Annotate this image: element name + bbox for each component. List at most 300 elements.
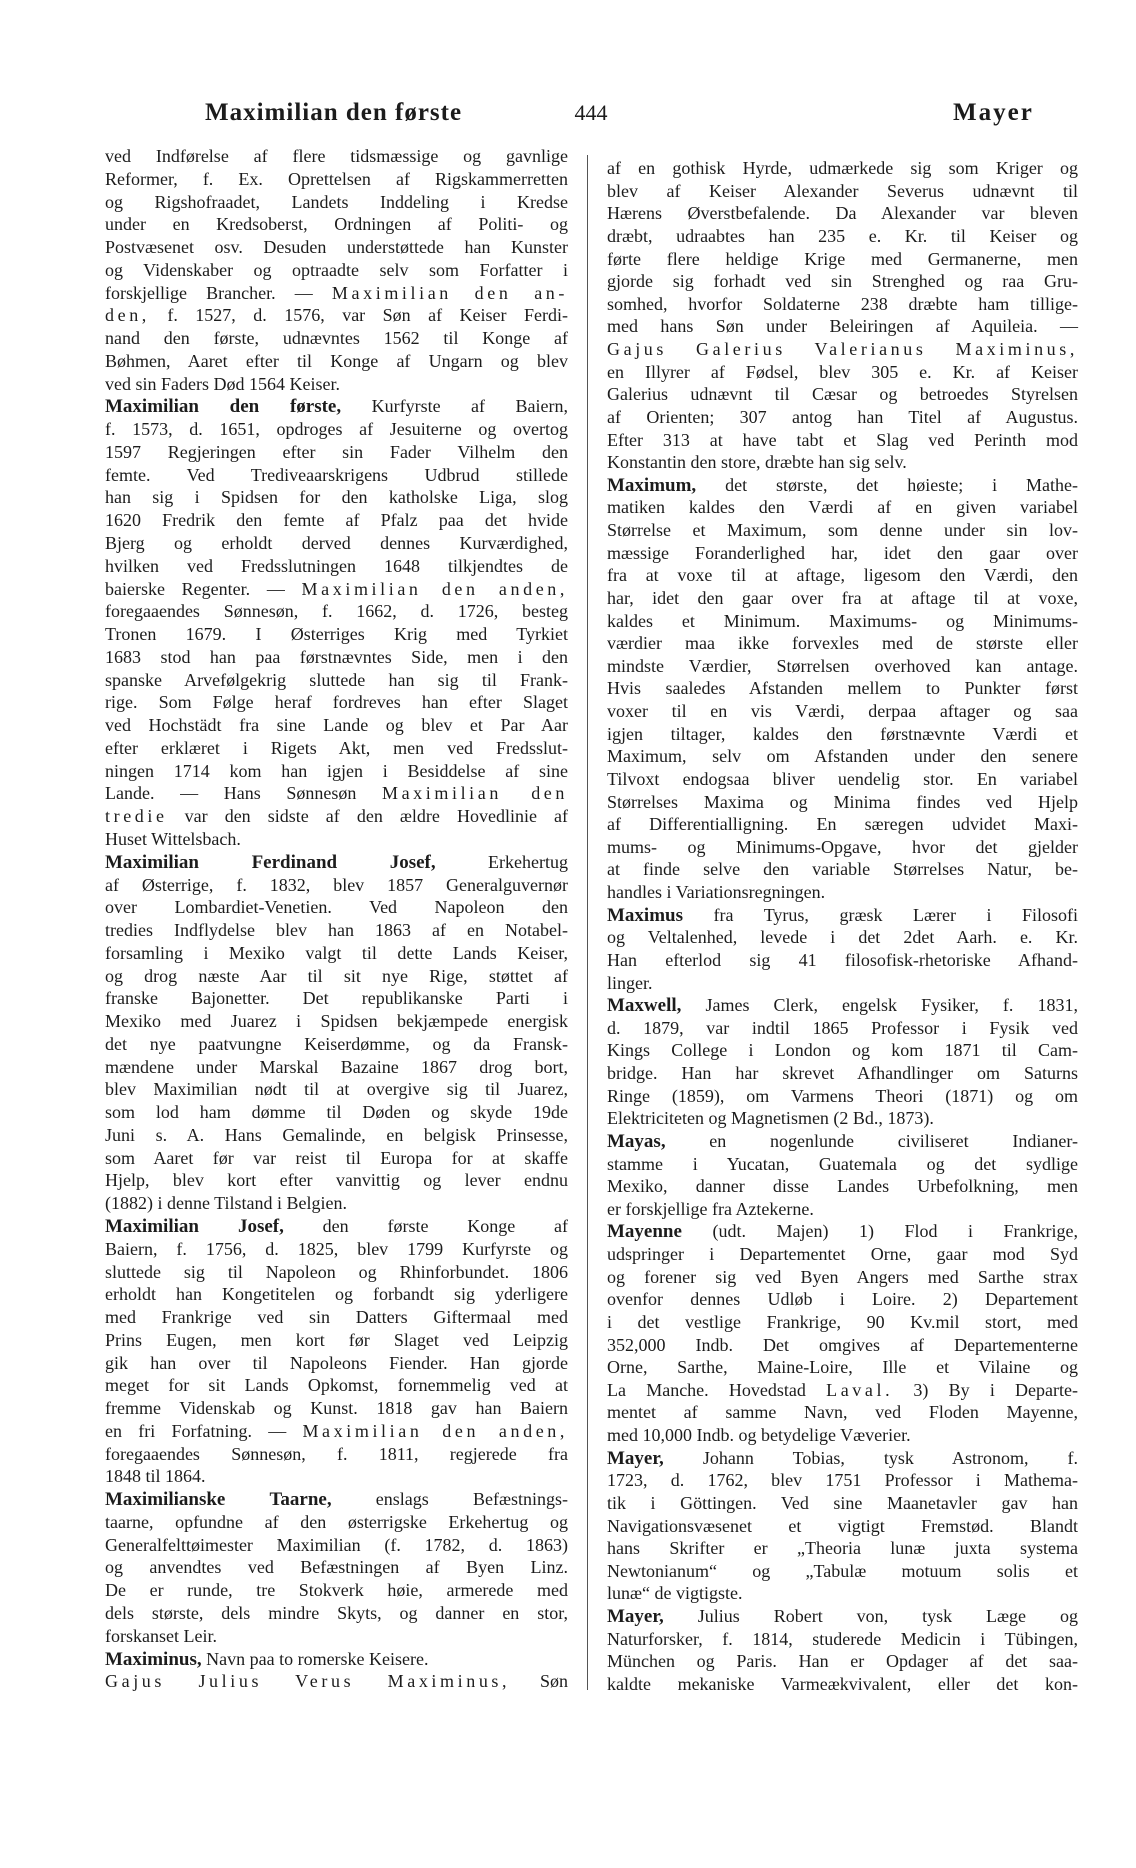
text-run: nand den første, udnævntes 1562 til Konge af xyxy=(105,328,568,349)
text-line xyxy=(607,994,1078,1017)
entry xyxy=(607,474,1078,904)
text-run: dræbt, udraabtes han 235 e. Kr. til Keiser og xyxy=(607,225,1078,246)
text-line xyxy=(607,700,1078,723)
text-line xyxy=(105,1056,568,1079)
text-run: kaldte mekaniske Varmeækvivalent, eller det kon- xyxy=(607,1673,1078,1694)
text-line xyxy=(607,406,1078,429)
text-run: bridge. Han har skrevet Afhandlinger om Saturns xyxy=(607,1063,1078,1083)
text-line xyxy=(105,623,568,646)
text-line xyxy=(105,395,568,418)
text-run: Reformer, f. Ex. Oprettelsen af Rigskammerretten xyxy=(105,168,568,189)
text-line xyxy=(607,383,1078,406)
text-run: De er runde, tre Stokverk høie, armerede med xyxy=(105,1580,568,1601)
text-run: Mexiko, danner disse Landes Urbefolkning, men xyxy=(607,1176,1078,1197)
text-run: Hjelp, blev kort efter vanvittig og lever endnu xyxy=(105,1170,568,1191)
text-line xyxy=(105,350,568,373)
text-run: ved Indførelse af flere tidsmæssige og gavnlige xyxy=(105,146,568,166)
text-line xyxy=(607,248,1078,271)
text-line xyxy=(105,1670,568,1693)
text-run: Baiern, f. 1756, d. 1825, blev 1799 Kurfyrste og xyxy=(105,1238,568,1259)
text-run: Juni s. A. Hans Gemalinde, en belgisk Prinsesse, xyxy=(105,1124,568,1145)
text-line xyxy=(105,168,568,191)
text-line xyxy=(607,926,1078,949)
text-line xyxy=(607,225,1078,248)
text-run: Naturforsker, f. 1814, studerede Medicin i Tübingen, xyxy=(607,1628,1078,1649)
text-run: ved sin Faders Død 1564 Keiser. xyxy=(105,373,340,394)
text-line xyxy=(607,1379,1078,1402)
text-run: dels største, dels mindre Skyts, og danner en stor, xyxy=(105,1603,568,1623)
text-line xyxy=(105,1648,568,1671)
right-column xyxy=(607,157,1078,1696)
text-line xyxy=(105,646,568,669)
text-line xyxy=(105,145,568,168)
text-run: Søn xyxy=(510,1671,569,1692)
text-run: 3) By i Departe- xyxy=(893,1379,1078,1400)
text-run: i det vestlige Frankrige, 90 Kv.mil stort, med xyxy=(607,1311,1078,1332)
text-line xyxy=(105,1602,568,1625)
text-line xyxy=(105,1488,568,1511)
text-line xyxy=(607,1424,1078,1447)
text-run: tik i Göttingen. Ved sine Maanetavler gav han xyxy=(607,1492,1078,1513)
text-line xyxy=(105,259,568,282)
text-line xyxy=(607,429,1078,452)
text-run: værdier maa ikke forvexles med de største eller xyxy=(607,633,1078,654)
text-line xyxy=(105,327,568,350)
entry xyxy=(105,851,568,1215)
text-line xyxy=(105,282,568,305)
text-run: Tilvoxt endogsaa bliver uendelig stor. En variabel xyxy=(607,768,1078,789)
text-run: f. 1573, d. 1651, opdroges af Jesuiterne og overtog xyxy=(105,419,568,440)
text-run: gik han over til Napoleons Fiender. Han gjorde xyxy=(105,1352,568,1373)
text-run: over Lombardiet-Venetien. Ved Napoleon den xyxy=(105,897,568,918)
text-line xyxy=(105,213,568,236)
text-run: og anvendtes ved Befæstningen af Byen Linz. xyxy=(105,1557,568,1578)
text-run: som Aaret før var reist til Europa for at skaffe xyxy=(105,1147,568,1168)
text-run: 1848 til 1864. xyxy=(105,1466,206,1487)
page-number: 444 xyxy=(574,100,608,125)
text-line xyxy=(607,610,1078,633)
text-line xyxy=(105,1147,568,1170)
text-run: enslags Befæstnings- xyxy=(331,1489,568,1510)
text-line xyxy=(607,632,1078,655)
text-line xyxy=(105,1215,568,1238)
text-run: Julius Robert von, tysk Læge og xyxy=(663,1606,1078,1626)
spaced-text: Gajus Galerius Valerianus Maximinus, xyxy=(607,339,1078,359)
text-line xyxy=(607,157,1078,180)
text-line xyxy=(105,1511,568,1534)
text-run: Bjerg og erholdt derved dennes Kurværdighed, xyxy=(105,533,568,554)
running-head-left: Maximilian den første xyxy=(205,99,463,126)
text-line xyxy=(607,451,1078,474)
text-run: baierske Regenter. — xyxy=(105,578,302,599)
text-run: taarne, opfundne af den østerrigske Erkehertug og xyxy=(105,1511,568,1532)
text-run: en Illyrer af Fødsel, blev 305 e. Kr. af Keiser xyxy=(607,361,1078,382)
text-run: blev Maximilian nødt til at overgive sig til Juarez, xyxy=(105,1079,568,1100)
text-run: mæssige Foranderlighed har, idet den gaar over xyxy=(607,542,1078,563)
text-line xyxy=(105,1169,568,1192)
text-line xyxy=(607,361,1078,384)
text-run: (udt. Majen) 1) Flod i Frankrige, xyxy=(681,1221,1078,1242)
text-line xyxy=(607,836,1078,859)
text-line xyxy=(105,600,568,623)
text-run: 1723, d. 1762, blev 1751 Professor i Mathema- xyxy=(607,1470,1078,1491)
text-run: franske Bajonetter. Det republikanske Parti i xyxy=(105,988,568,1009)
text-run: førte flere heldige Krige med Germanerne, men xyxy=(607,248,1078,269)
text-run: med 10,000 Indb. og betydelige Væverier. xyxy=(607,1425,911,1445)
text-line xyxy=(607,1175,1078,1198)
text-line xyxy=(105,1010,568,1033)
text-run: med hans Søn under Beleiringen af Aquileia. — xyxy=(607,316,1078,337)
text-line xyxy=(105,1033,568,1056)
text-line xyxy=(607,293,1078,316)
text-run: rige. Som Følge heraf fordreves han efter Slaget xyxy=(105,692,568,713)
text-line xyxy=(607,745,1078,768)
text-run: Ringe (1859), om Varmens Theori (1871) og om xyxy=(607,1085,1078,1106)
text-run: voxer til en vis Værdi, derpaa aftager og saa xyxy=(607,701,1078,721)
text-line xyxy=(105,464,568,487)
text-run: og drog næste Aar til sit nye Rige, støttet af xyxy=(105,965,568,986)
text-line xyxy=(105,1192,568,1215)
text-run: mentet af samme Navn, ved Floden Mayenne, xyxy=(607,1402,1078,1423)
entry xyxy=(607,994,1078,1130)
text-line xyxy=(607,1198,1078,1221)
text-run: ved Hochstädt fra sine Lande og blev et Par Aar xyxy=(105,715,568,736)
text-run: tredies Indflydelse blev han 1863 af en Notabel- xyxy=(105,920,568,941)
text-line xyxy=(607,1492,1078,1515)
text-line xyxy=(607,587,1078,610)
text-run: og Rigshofraadet, Landets Inddeling i Kredse xyxy=(105,191,568,212)
text-run: stamme i Yucatan, Guatemala og det sydlige xyxy=(607,1153,1078,1174)
spaced-text: Maximilian den anden, xyxy=(302,1420,568,1441)
text-run: af en gothisk Hyrde, udmærkede sig som Kriger og xyxy=(607,158,1078,178)
text-line xyxy=(105,1397,568,1420)
text-line xyxy=(105,1465,568,1488)
text-run: Kurfyrste af Baiern, xyxy=(341,396,568,417)
text-line xyxy=(607,270,1078,293)
text-run: hans Skrifter er „Theoria lunæ juxta systema xyxy=(607,1538,1078,1559)
text-run: 1597 Regjeringen efter sin Fader Vilhelm den xyxy=(105,441,568,462)
text-line xyxy=(105,828,568,851)
text-line xyxy=(607,474,1078,497)
text-line xyxy=(105,441,568,464)
text-line xyxy=(607,1582,1078,1605)
text-run: er forskjellige fra Aztekerne. xyxy=(607,1198,814,1219)
text-line xyxy=(607,1017,1078,1040)
text-run: en nogenlunde civiliseret Indianer- xyxy=(665,1130,1078,1151)
headword: Maximinus, xyxy=(105,1648,202,1670)
text-line xyxy=(105,1124,568,1147)
text-line xyxy=(607,677,1078,700)
text-line xyxy=(607,1311,1078,1334)
text-run: Han efterlod sig 41 filosofisk-rhetoriske Afhand- xyxy=(607,949,1078,970)
text-run: som lod ham dømme til Døden og skyde 19de xyxy=(105,1102,568,1123)
headword: Mayer, xyxy=(607,1447,664,1469)
text-run: Kings College i London og kom 1871 til Cam- xyxy=(607,1040,1078,1061)
text-run: kaldes et Minimum. Maximums- og Minimums- xyxy=(607,610,1078,631)
text-line xyxy=(607,858,1078,881)
text-line xyxy=(607,542,1078,565)
text-run: forskjellige Brancher. — xyxy=(105,282,332,303)
text-line xyxy=(105,486,568,509)
text-run: Tronen 1679. I Østerriges Krig med Tyrkiet xyxy=(105,624,568,645)
entry xyxy=(607,1130,1078,1221)
spaced-text: Laval. xyxy=(826,1379,894,1400)
text-line xyxy=(105,1443,568,1466)
entry xyxy=(607,904,1078,995)
text-run: somhed, hvorfor Soldaterne 238 dræbte ham tillige- xyxy=(607,293,1078,314)
text-line xyxy=(607,1537,1078,1560)
text-run: d. 1879, var indtil 1865 Professor i Fysik ved xyxy=(607,1017,1078,1038)
text-line xyxy=(105,805,568,828)
text-line xyxy=(607,1650,1078,1673)
text-run: fra at voxe til at aftage, ligesom den Værdi, den xyxy=(607,565,1078,586)
text-line xyxy=(105,669,568,692)
text-line xyxy=(607,972,1078,995)
text-run: Bøhmen, Aaret efter til Konge af Ungarn og blev xyxy=(105,350,568,371)
text-line xyxy=(105,532,568,555)
text-run: af Østerrige, f. 1832, blev 1857 Generalguvernør xyxy=(105,874,568,895)
text-line xyxy=(607,1153,1078,1176)
text-run: ningen 1714 kom han igjen i Besiddelse af sine xyxy=(105,760,568,781)
spaced-text: Maximilian den xyxy=(381,783,568,804)
text-line xyxy=(607,1356,1078,1379)
text-run: hvilken ved Fredsslutningen 1648 tilkjendtes de xyxy=(105,555,568,576)
text-run: fremme Videnskab og Kunst. 1818 gav han Baiern xyxy=(105,1398,568,1419)
headword: Maxwell, xyxy=(607,995,682,1017)
text-run: var den sidste af den ældre Hovedlinie af xyxy=(167,806,568,827)
text-run: og Videnskaber og optraadte selv som Forfatter i xyxy=(105,259,568,280)
headword: Mayenne xyxy=(607,1221,682,1243)
text-run: efter erklæret i Rigets Akt, men ved Fredsslut- xyxy=(105,737,568,758)
text-run: Lande. — Hans Sønnesøn xyxy=(105,783,382,804)
entry xyxy=(607,1605,1078,1696)
text-run: en fri Forfatning. — xyxy=(105,1420,303,1441)
text-run: linger. xyxy=(607,972,653,993)
text-run: med Frankrige ved sin Datters Giftermaal med xyxy=(105,1307,568,1328)
text-run: Prins Eugen, men kort før Slaget ved Leipzig xyxy=(105,1329,568,1350)
text-line xyxy=(105,737,568,760)
spaced-text: Gajus Julius Verus Maximinus, xyxy=(105,1671,511,1692)
headword: Mayas, xyxy=(607,1130,666,1152)
text-run: sluttede sig til Napoleon og Rhinforbundet. 1806 xyxy=(105,1261,568,1282)
text-line xyxy=(607,1447,1078,1470)
text-line xyxy=(105,942,568,965)
text-run: Størrelses Maxima og Minima findes ved Hjelp xyxy=(607,791,1078,812)
text-line xyxy=(607,791,1078,814)
entry xyxy=(105,1648,568,1671)
text-line xyxy=(607,1628,1078,1651)
headword: Maximilianske Taarne, xyxy=(105,1489,332,1511)
entry xyxy=(607,1447,1078,1605)
text-run: 1620 Fredrik den femte af Pfalz paa det hvide xyxy=(105,510,568,531)
text-run: udspringer i Departementet Orne, gaar mod Syd xyxy=(607,1244,1078,1264)
text-line xyxy=(105,1420,568,1443)
text-run: forskanset Leir. xyxy=(105,1625,217,1646)
text-run: Maximum, selv om Afstanden under den senere xyxy=(607,746,1078,767)
text-line xyxy=(105,714,568,737)
text-line xyxy=(607,1107,1078,1130)
text-line xyxy=(607,881,1078,904)
text-line xyxy=(105,191,568,214)
text-line xyxy=(607,519,1078,542)
spaced-text: Maximilian den an- xyxy=(331,282,568,303)
text-run: Galerius udnævnt til Cæsar og betroedes Styrelsen xyxy=(607,384,1078,405)
text-run: Erkehertug xyxy=(435,851,568,872)
text-line xyxy=(607,1288,1078,1311)
text-line xyxy=(105,896,568,919)
text-run: La Manche. Hovedstad xyxy=(607,1379,827,1400)
text-line xyxy=(105,851,568,874)
text-line xyxy=(105,1352,568,1375)
text-run: Huset Wittelsbach. xyxy=(105,828,241,849)
text-run: Navn paa to romerske Keisere. xyxy=(201,1648,429,1669)
text-run: München og Paris. Han er Opdager af det saa- xyxy=(607,1651,1078,1672)
text-run: Generalfelttøimester Maximilian (f. 1782, d. 1863) xyxy=(105,1534,568,1555)
text-line xyxy=(607,813,1078,836)
left-column xyxy=(105,145,568,1693)
text-line xyxy=(607,180,1078,203)
text-run: Hvis saaledes Afstanden mellem to Punkter først xyxy=(607,678,1078,699)
text-run: Johann Tobias, tysk Astronom, f. xyxy=(663,1447,1078,1468)
entry xyxy=(105,1670,568,1693)
text-run: foregaaendes Sønnesøn, f. 1662, d. 1726, besteg xyxy=(105,601,568,622)
entry xyxy=(105,1215,568,1488)
text-line xyxy=(105,1329,568,1352)
text-line xyxy=(105,874,568,897)
text-run: han sig i Spidsen for den katholske Liga, slog xyxy=(105,487,568,508)
text-line xyxy=(105,304,568,327)
text-line xyxy=(607,202,1078,225)
text-line xyxy=(105,965,568,988)
text-run: Elektriciteten og Magnetismen (2 Bd., 1873). xyxy=(607,1108,934,1129)
text-run: og forener sig ved Byen Angers med Sarthe strax xyxy=(607,1266,1078,1287)
text-run: det største, det høieste; i Mathe- xyxy=(696,474,1078,495)
text-run: 352,000 Indb. Det omgives af Departementerne xyxy=(607,1334,1078,1355)
text-run: ovenfor dennes Udløb i Loire. 2) Departement xyxy=(607,1289,1078,1310)
text-run: handles i Variationsregningen. xyxy=(607,882,826,902)
text-run: mindste Værdier, Størrelsen overhoved kan antage. xyxy=(607,655,1078,676)
text-line xyxy=(607,1243,1078,1266)
text-run: Postvæsenet osv. Desuden understøttede han Kunster xyxy=(105,237,568,258)
text-line xyxy=(607,1673,1078,1696)
text-run: at finde selve den variable Størrelses Natur, be- xyxy=(607,859,1078,880)
text-line xyxy=(105,509,568,532)
text-line xyxy=(105,1101,568,1124)
text-line xyxy=(105,782,568,805)
text-line xyxy=(105,1261,568,1284)
text-line xyxy=(607,338,1078,361)
text-line xyxy=(607,315,1078,338)
text-line xyxy=(105,1238,568,1261)
text-run: (1882) i denne Tilstand i Belgien. xyxy=(105,1193,347,1214)
text-line xyxy=(105,1579,568,1602)
text-line xyxy=(607,904,1078,927)
text-run: igjen tiltager, kaldes den førstnævnte Værdi et xyxy=(607,723,1078,744)
text-run: James Clerk, engelsk Fysiker, f. 1831, xyxy=(681,995,1078,1016)
text-line xyxy=(105,373,568,396)
text-run: lunæ“ de vigtigste. xyxy=(607,1583,743,1604)
text-line xyxy=(607,1266,1078,1289)
text-line xyxy=(607,1401,1078,1424)
entry xyxy=(607,157,1078,474)
text-run: det nye paatvungne Keiserdømme, og da Fransk- xyxy=(105,1033,568,1054)
spaced-text: tredie xyxy=(105,806,168,827)
headword: Maximilian den første, xyxy=(105,396,342,418)
spaced-text: Maximilian den anden, xyxy=(301,578,568,599)
text-run: mums- og Minimums-Opgave, hvor det gjelder xyxy=(607,836,1078,857)
text-run: af Differentialligning. En særegen udvidet Maxi- xyxy=(607,814,1078,835)
text-line xyxy=(105,987,568,1010)
entry xyxy=(607,1220,1078,1446)
headword: Maximus xyxy=(607,904,683,926)
entry xyxy=(105,395,568,850)
entry xyxy=(105,145,568,395)
text-line xyxy=(607,1130,1078,1153)
text-run: under en Kredsoberst, Ordningen af Politi- og xyxy=(105,214,568,235)
text-line xyxy=(105,555,568,578)
text-run: Størrelse et Maximum, som denne under sin lov- xyxy=(607,520,1078,540)
text-run: blev af Keiser Alexander Severus udnævnt til xyxy=(607,180,1078,201)
text-run: og Veltalenhed, levede i det 2det Aarh. e. Kr. xyxy=(607,927,1078,948)
headword: Mayer, xyxy=(607,1606,664,1627)
text-run: Navigationsvæsenet et vigtigt Fremstød. Blandt xyxy=(607,1515,1078,1536)
text-run: Efter 313 at have tabt et Slag ved Perinth mod xyxy=(607,429,1078,450)
text-run: forsamling i Mexiko valgt til dette Lands Keiser, xyxy=(105,942,568,963)
text-line xyxy=(105,1625,568,1648)
running-head-right: Mayer xyxy=(953,99,1034,126)
text-run: matiken kaldes den Værdi af en given variabel xyxy=(607,497,1078,518)
text-run: af Orienten; 307 antog han Titel af Augustus. xyxy=(607,406,1078,427)
text-run: erholdt han Kongetitelen og forbandt sig yderligere xyxy=(105,1284,568,1305)
text-line xyxy=(607,1605,1078,1628)
headword: Maximilian Josef, xyxy=(105,1215,284,1237)
text-run: 1683 stod han paa førstnævntes Side, men i den xyxy=(105,646,568,667)
text-line xyxy=(607,655,1078,678)
text-line xyxy=(607,1039,1078,1062)
text-line xyxy=(105,1078,568,1101)
text-line xyxy=(105,691,568,714)
text-run: femte. Ved Trediveaarskrigens Udbrud stillede xyxy=(105,464,568,485)
text-line xyxy=(607,768,1078,791)
text-run: Newtonianum“ og „Tabulæ motuum solis et xyxy=(607,1560,1078,1581)
text-line xyxy=(105,236,568,259)
text-line xyxy=(105,1556,568,1579)
text-line xyxy=(105,1534,568,1557)
text-run: foregaaendes Sønnesøn, f. 1811, regjerede fra xyxy=(105,1443,568,1464)
spaced-text: den, xyxy=(105,305,150,326)
text-line xyxy=(105,1374,568,1397)
text-line xyxy=(105,1306,568,1329)
text-run: gjorde sig forhadt ved sin Strenghed og raa Gru- xyxy=(607,271,1078,292)
text-line xyxy=(607,496,1078,519)
text-line xyxy=(607,1469,1078,1492)
headword: Maximilian Ferdinand Josef, xyxy=(105,851,436,873)
text-run: Hærens Øverstbefalende. Da Alexander var bleven xyxy=(607,203,1078,224)
text-line xyxy=(105,760,568,783)
column-divider xyxy=(587,155,588,1690)
text-line xyxy=(607,1560,1078,1583)
text-line xyxy=(607,723,1078,746)
text-line xyxy=(607,1515,1078,1538)
text-run: Konstantin den store, dræbte han sig selv. xyxy=(607,452,907,473)
text-run: fra Tyrus, græsk Lærer i Filosofi xyxy=(683,904,1078,925)
text-run: mændene under Marskal Bazaine 1867 drog bort, xyxy=(105,1056,568,1077)
text-line xyxy=(607,1220,1078,1243)
text-run: spanske Arvefølgekrig sluttede han sig til Frank- xyxy=(105,669,568,690)
text-line xyxy=(607,1334,1078,1357)
text-run: den første Konge af xyxy=(283,1215,568,1236)
text-run: Mexiko med Juarez i Spidsen bekjæmpede energisk xyxy=(105,1011,568,1032)
